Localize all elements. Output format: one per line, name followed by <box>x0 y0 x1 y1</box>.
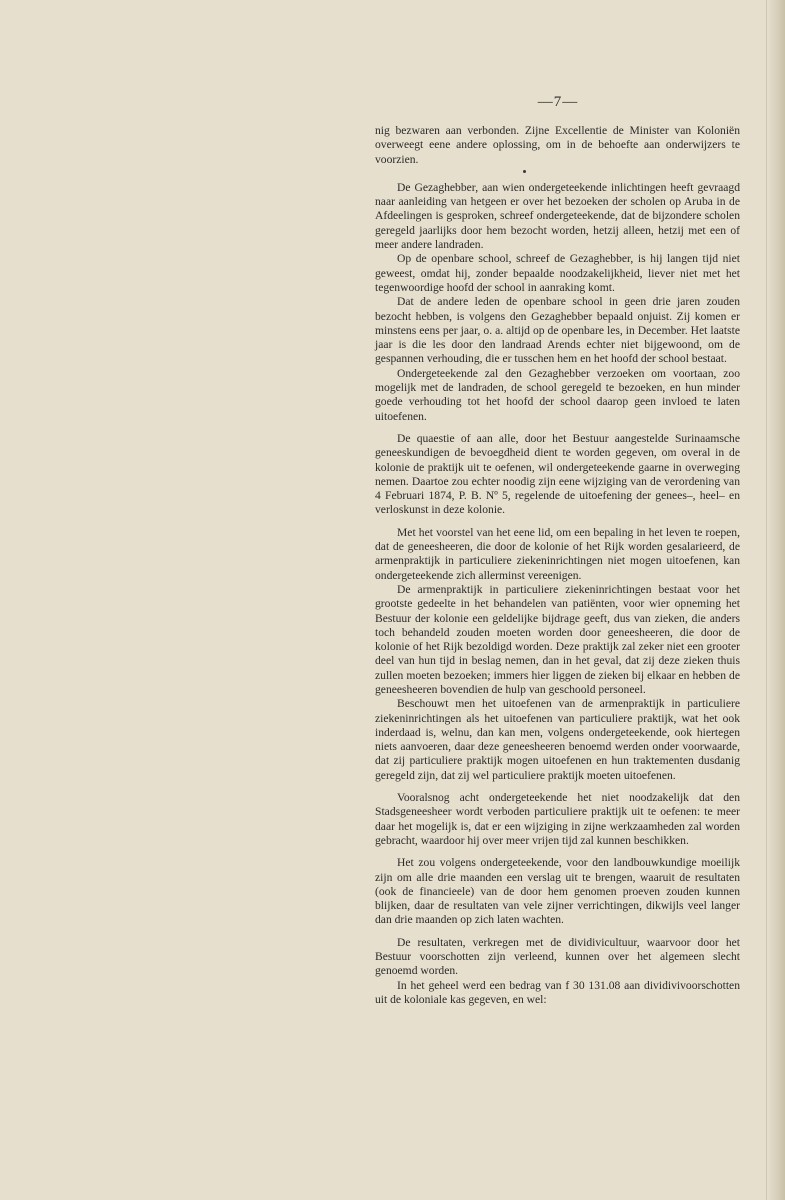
paragraph: De Gezaghebber, aan wien ondergeteekende inlichtingen heeft gevraagd naar aanleiding van hetgeen er over het bezoeken der scholen op Aruba in de Afdeelingen is gesproken, schreef ondergeteekende, dat de bijzondere scholen geregeld jaarlijks door hem bezocht worden, hetzij alleen, hetzij met een of meer andere landraden. <box>375 180 740 252</box>
paragraph: Ondergeteekende zal den Gezaghebber verzoeken om voortaan, zoo mogelijk met de landraden, de school geregeld te bezoeken, en hun minder goede verhouding tot het hoofd der school daarop geen invloed te laten uitoefenen. <box>375 366 740 423</box>
page-number: —7— <box>537 94 579 110</box>
paragraph: In het geheel werd een bedrag van f 30 131.08 aan dividivivoorschotten uit de koloniale kas gegeven, en wel: <box>375 978 740 1006</box>
text-column <box>375 124 740 1007</box>
paragraph: nig bezwaren aan verbonden. Zijne Excellentie de Minister van Koloniën overweegt eene andere oplossing, om in de behoefte aan onderwijzers te voorzien. <box>375 124 740 166</box>
paragraph: Met het voorstel van het eene lid, om een bepaling in het leven te roepen, dat de geneesheeren, die door de kolonie of het Rijk worden gesalarieerd, de armenpraktijk in particuliere ziekeninrichtingen niet mogen uitoefenen, kan ondergeteekende zich allerminst vereenigen. <box>375 525 740 582</box>
paragraph: De armenpraktijk in particuliere ziekeninrichtingen bestaat voor het grootste gedeelte in het behandelen van patiënten, voor wier opneming het Bestuur der kolonie een geldelijke bijdrage geeft, dus van zieken, die anders toch behandeld zouden moeten worden door geneesheeren, die door de kolonie of het Rijk bezoldigd worden. Deze praktijk zal zeker niet een grooter deel van hun tijd in beslag nemen, dan in het geval, dat zij deze zieken thuis zullen moeten bezoeken; immers hier liggen de zieken bij elkaar en hebben de geneesheeren bovendien de hulp van geschoold personeel. <box>375 582 740 696</box>
paragraph: Dat de andere leden de openbare school in geen drie jaren zouden bezocht hebben, is volgens den Gezaghebber bepaald onjuist. Zij komen er minstens eens per jaar, o. a. altijd op de openbare les, in December. Het laatste jaar is die les door den landraad Arends echter niet bijgewoond, om de gespannen verhouding, die er tusschen hem en het hoofd der school bestaat. <box>375 295 740 366</box>
paragraph: Op de openbare school, schreef de Gezaghebber, is hij langen tijd niet geweest, omdat hij, zonder bepaalde noodzakelijkheid, liever niet met het tegenwoordige hoofd der school in aanraking komt. <box>375 252 740 294</box>
page-edge <box>766 0 785 1200</box>
paragraph: De quaestie of aan alle, door het Bestuur aangestelde Surinaamsche geneeskundigen de bevoegdheid dient te worden gegeven, om overal in de kolonie de praktijk uit te oefenen, wil ondergeteekende gaarne in overweging nemen. Daartoe zou echter noodig zijn eene wijziging van de verordening van 4 Februari 1874, P. B. Nº 5, regelende de uitoefening der genees–, heel– en verloskunst in deze kolonie. <box>375 431 740 517</box>
paragraph: Vooralsnog acht ondergeteekende het niet noodzakelijk dat den Stadsgeneesheer wordt verboden particuliere praktijk uit te oefenen: te meer daar het mogelijk is, dat er een wijziging in zijne werkzaamheden zal worden gebracht, waardoor hij over meer vrijen tijd zal kunnen beschikken. <box>375 791 740 847</box>
paragraph: Beschouwt men het uitoefenen van de armenpraktijk in particuliere ziekeninrichtingen als het uitoefenen van particuliere praktijk, wat het ook inderdaad is, welnu, dan kan men, volgens ondergeteekende, ook hiertegen niets aanvoeren, daar deze geneesheeren benoemd werden onder voorwaarde, dat zij particuliere praktijk mogen uitoefenen en hun traktementen dusdanig geregeld zijn, dat zij wel particuliere praktijk moeten uitoefenen. <box>375 697 740 782</box>
paragraph: Het zou volgens ondergeteekende, voor den landbouwkundige moeilijk zijn om alle drie maanden een verslag uit te brengen, waaruit de resultaten (ook de financieele) van de door hem genomen proeven zouden kunnen blijken, daar de resultaten van vele zijner verrichtingen, dikwijls veel langer dan drie maanden op zich laten wachten. <box>375 856 740 927</box>
paragraph: De resultaten, verkregen met de dividivicultuur, waarvoor door het Bestuur voorschotten zijn verleend, kunnen over het algemeen slecht genoemd worden. <box>375 935 740 978</box>
